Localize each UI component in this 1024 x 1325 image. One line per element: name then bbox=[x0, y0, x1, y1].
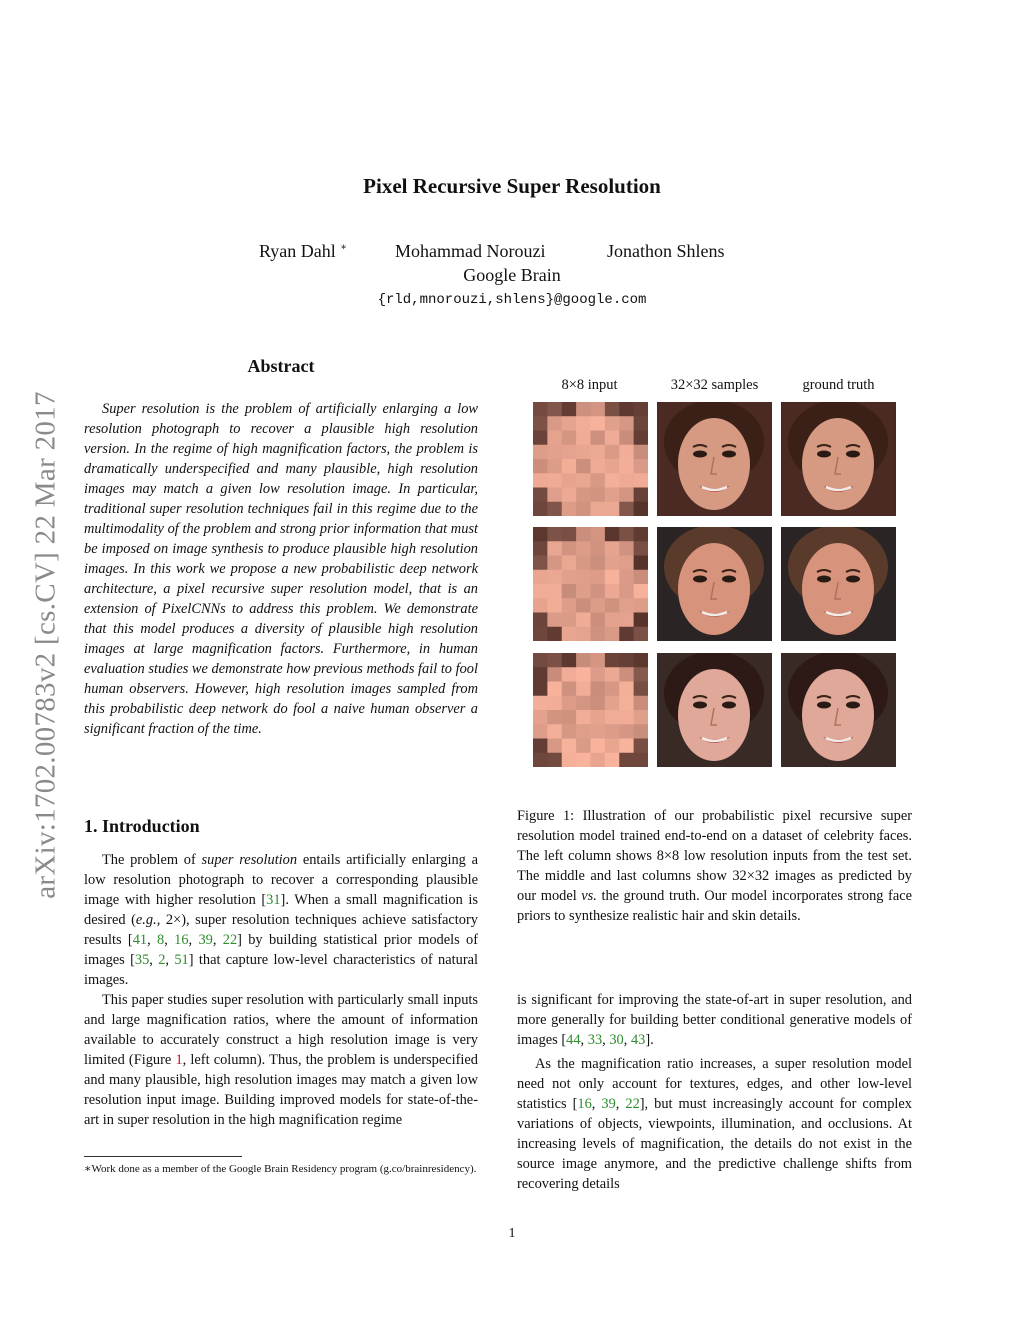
citation-link[interactable]: 22 bbox=[222, 932, 238, 948]
magnification-paragraph: As the magnification ratio increases, a super resolution model need not only account for textures, edges, and other low-level statistics [16, 39, 22], but must increasingly account for complex variations of objects, viewpoints, illumination, and occlusions. At increasing levels of magnification, the details do not exist in the source image anymore, and the predictive challenge shifts from recovering details bbox=[517, 1056, 912, 1192]
citation-link[interactable]: 16 bbox=[174, 932, 189, 948]
author-1: Ryan Dahl ∗ bbox=[259, 241, 348, 261]
low-res-input-image bbox=[533, 402, 648, 516]
paper-title: Pixel Recursive Super Resolution bbox=[363, 174, 661, 198]
footnote: ∗Work done as a member of the Google Brain Residency program (g.co/brainresidency). bbox=[84, 1163, 477, 1175]
affiliation: Google Brain bbox=[463, 265, 561, 285]
citation-link[interactable]: 30 bbox=[609, 1032, 624, 1048]
citation-link[interactable]: 33 bbox=[587, 1032, 603, 1048]
arxiv-identifier: arXiv:1702.00783v2 [cs.CV] 22 Mar 2017 bbox=[29, 391, 62, 899]
arxiv-sidebar-stamp bbox=[26, 350, 66, 940]
ground-truth-image bbox=[781, 653, 896, 767]
continued-paragraph: is significant for improving the state-of-art in super resolution, and more generally for building better conditional generative models of images [44, 33, 30, 43]. bbox=[517, 992, 912, 1048]
abstract-body bbox=[84, 399, 478, 739]
column-label-input: 8×8 input bbox=[561, 377, 618, 393]
author-footnote-mark: ∗ bbox=[340, 242, 348, 253]
citation-link[interactable]: 44 bbox=[566, 1032, 581, 1048]
abstract-heading: Abstract bbox=[247, 356, 315, 376]
introduction-heading: 1. Introduction bbox=[84, 816, 200, 836]
abstract-paragraph: Super resolution is the problem of artificially enlarging a low resolution photograph to recover a plausible high resolution version. In the regime of high magnification factors, the problem is dramatically underspecified and many plausible, high resolution images may match a given low resolution image. In particular, traditional super resolution techniques fail in this regime due to the multimodality of the problem and strong prior information that must be imposed on image synthesis to produce plausible high resolution images. In this work we propose a new probabilistic deep network architecture, a pixel recursive super resolution model, that is an extension of PixelCNNs to address this problem. We demonstrate that this model produces a diversity of plausible high resolution images at large magnification factors. Furthermore, in human evaluation studies we demonstrate how previous methods fail to fool human observers. However, high resolution images sampled from this probabilistic deep network do fool a naive human observer a significant fraction of the time. bbox=[84, 401, 478, 737]
author-emails: {rld,mnorouzi,shlens}@google.com bbox=[377, 292, 647, 308]
right-column-body bbox=[517, 990, 912, 1194]
column-label-ground-truth: ground truth bbox=[802, 377, 875, 393]
citation-link[interactable]: 43 bbox=[630, 1032, 646, 1048]
model-sample-image bbox=[657, 527, 772, 641]
author-2: Mohammad Norouzi bbox=[395, 241, 546, 261]
citation-link[interactable]: 39 bbox=[198, 932, 213, 948]
citation-link[interactable]: 51 bbox=[174, 952, 189, 968]
citation-link[interactable]: 16 bbox=[577, 1096, 592, 1112]
ground-truth-image bbox=[781, 402, 896, 516]
intro-paragraph-1: The problem of super resolution entails artificially enlarging a low resolution photograph to recover a corresponding plausible image with higher resolution [31]. When a small magnification is desired (e.g., 2×), super resolution techniques achieve satisfactory results [41, 8, 16, 39, 22] by building statistical prior models of images [35, 2, 51] that capture low-level characteristics of natural images. bbox=[84, 852, 479, 988]
citation-link[interactable]: 2 bbox=[158, 952, 166, 968]
page-number: 1 bbox=[508, 1226, 516, 1241]
model-sample-image bbox=[657, 653, 772, 767]
author-3: Jonathon Shlens bbox=[607, 241, 725, 261]
citation-link[interactable]: 35 bbox=[134, 952, 150, 968]
citation-link[interactable]: 39 bbox=[601, 1096, 616, 1112]
citation-link[interactable]: 8 bbox=[157, 932, 165, 948]
column-label-samples: 32×32 samples bbox=[670, 377, 759, 393]
ground-truth-image bbox=[781, 527, 896, 641]
citation-link[interactable]: 22 bbox=[625, 1096, 640, 1112]
intro-paragraph-2: This paper studies super resolution with particularly small inputs and large magnification ratios, where the amount of information available to accurately construct a high resolution image is very limited (Figure 1, left column). Thus, the problem is underspecified and many plausible, high resolution images may match a given low resolution input image. Building improved models for state-of-the-art in super resolution in the high magnification regime bbox=[84, 992, 478, 1128]
model-sample-image bbox=[657, 402, 772, 516]
citation-link[interactable]: 31 bbox=[266, 892, 281, 908]
low-res-input-image bbox=[533, 527, 648, 641]
figure-1-caption: Figure 1: Illustration of our probabilistic pixel recursive super resolution model trained end-to-end on a dataset of celebrity faces. The left column shows 8×8 low resolution inputs from the test set. The middle and last columns show 32×32 images as predicted by our model vs. the ground truth. Our model incorporates strong face priors to synthesize realistic hair and skin details. bbox=[517, 808, 912, 924]
low-res-input-image bbox=[533, 653, 648, 767]
citation-link[interactable]: 41 bbox=[132, 932, 148, 948]
introduction-body bbox=[84, 850, 478, 1130]
figure-reference-link[interactable]: 1 bbox=[175, 1052, 183, 1068]
footnote-rule bbox=[84, 1156, 242, 1157]
